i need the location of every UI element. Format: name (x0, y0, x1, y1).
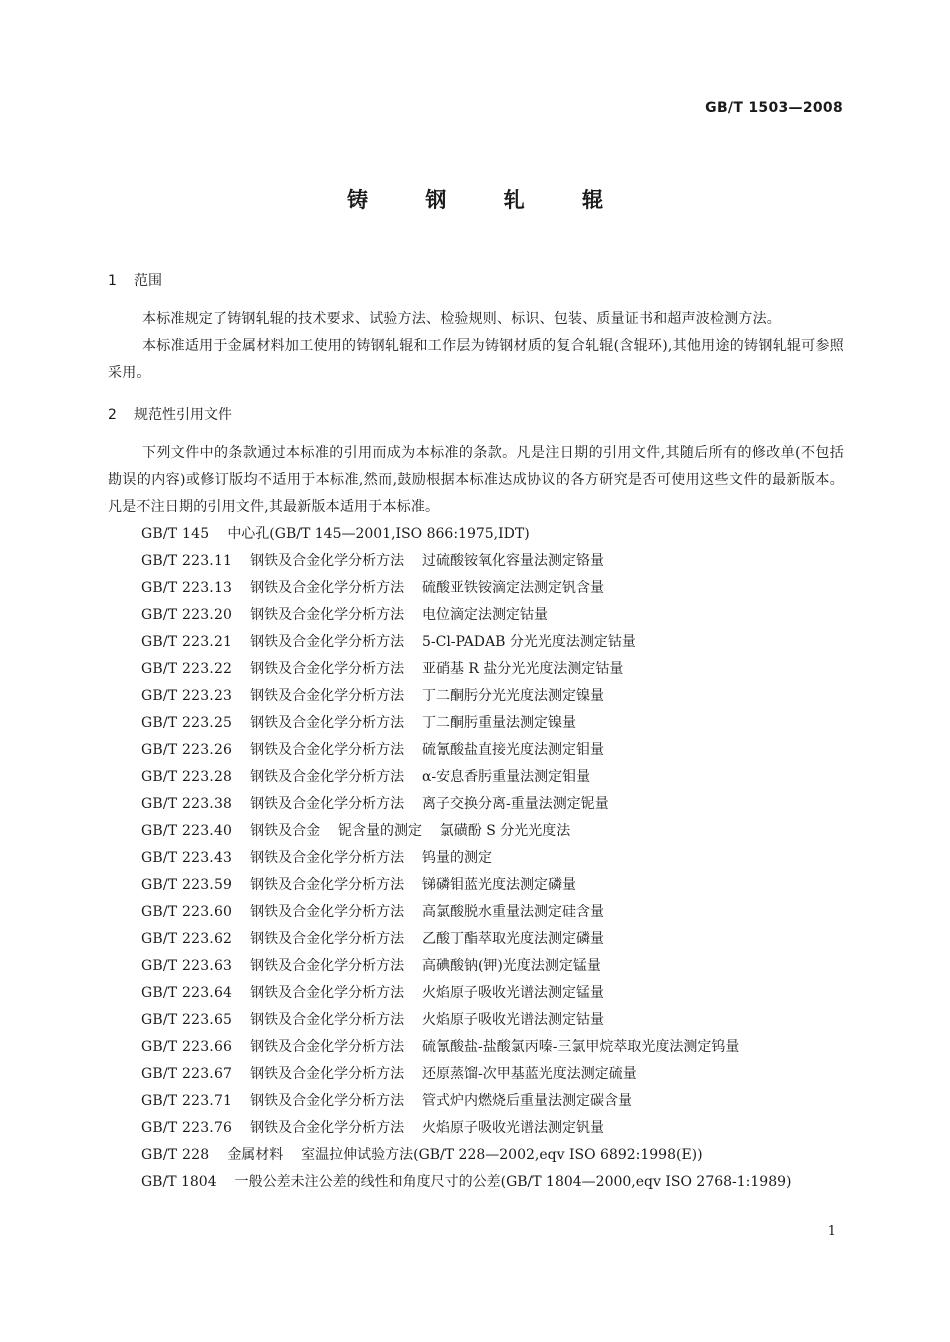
reference-title: 钢铁及合金化学分析方法 α-安息香肟重量法测定钼量 (250, 769, 591, 785)
reference-code: GB/T 228 (141, 1147, 210, 1163)
reference-title: 金属材料 室温拉伸试验方法(GB/T 228—2002,eqv ISO 6892:1998(E)) (227, 1147, 703, 1163)
reference-item (141, 629, 846, 656)
reference-code: GB/T 223.76 (141, 1120, 233, 1136)
reference-code: GB/T 145 (141, 526, 210, 542)
reference-title: 钢铁及合金化学分析方法 火焰原子吸收光谱法测定钒量 (250, 1120, 604, 1136)
reference-item (141, 710, 846, 737)
section-number: 2 (108, 407, 117, 423)
reference-item (108, 1169, 846, 1196)
scope-paragraph: 本标准规定了铸钢轧辊的技术要求、试验方法、检验规则、标识、包装、质量证书和超声波检测方法。 (142, 311, 781, 327)
reference-title: 中心孔(GB/T 145—2001,ISO 866:1975,IDT) (227, 526, 530, 542)
reference-item (141, 818, 846, 845)
reference-title: 钢铁及合金化学分析方法 还原蒸馏-次甲基蓝光度法测定硫量 (250, 1066, 637, 1082)
reference-item (141, 899, 846, 926)
reference-item (141, 845, 846, 872)
reference-item (141, 575, 846, 602)
reference-item (141, 1115, 846, 1142)
reference-title: 钢铁及合金化学分析方法 火焰原子吸收光谱法测定锰量 (250, 985, 604, 1001)
reference-item (141, 737, 846, 764)
reference-title: 钢铁及合金化学分析方法 过硫酸铵氧化容量法测定铬量 (250, 553, 604, 569)
reference-code: GB/T 223.28 (141, 769, 233, 785)
reference-item (141, 791, 846, 818)
reference-code: GB/T 223.66 (141, 1039, 233, 1055)
references-intro: 下列文件中的条款通过本标准的引用而成为本标准的条款。凡是注日期的引用文件,其随后所有的修改单(不包括勘误的内容)或修订版均不适用于本标准,然而,鼓励根据本标准达成协议的各方研究是否可使用这些文件的最新版本。凡是不注日期的引用文件,其最新版本适用于本标准。 (108, 445, 844, 515)
reference-code: GB/T 223.67 (141, 1066, 233, 1082)
scope-paragraph: 本标准适用于金属材料加工使用的铸钢轧辊和工作层为铸钢材质的复合轧辊(含辊环),其他用途的铸钢轧辊可参照采用。 (108, 338, 844, 381)
reference-title: 钢铁及合金 铌含量的测定 氯磺酚 S 分光光度法 (250, 823, 571, 839)
reference-item (141, 1061, 846, 1088)
reference-item (141, 953, 846, 980)
reference-code: GB/T 223.63 (141, 958, 233, 974)
reference-item (141, 548, 846, 575)
document-title: 铸 钢 轧 辊 (347, 188, 628, 212)
reference-title: 钢铁及合金化学分析方法 火焰原子吸收光谱法测定钴量 (250, 1012, 604, 1028)
reference-title: 钢铁及合金化学分析方法 管式炉内燃烧后重量法测定碳含量 (250, 1093, 632, 1109)
reference-title: 钢铁及合金化学分析方法 硫酸亚铁铵滴定法测定钒含量 (250, 580, 604, 596)
reference-code: GB/T 223.38 (141, 796, 233, 812)
reference-item (141, 1007, 846, 1034)
page-number: 1 (827, 1224, 836, 1239)
reference-code: GB/T 223.21 (141, 634, 233, 650)
section-heading-scope (108, 270, 162, 290)
section-title: 范围 (134, 273, 162, 289)
reference-code: GB/T 223.65 (141, 1012, 233, 1028)
reference-item (141, 656, 846, 683)
reference-code: GB/T 223.13 (141, 580, 233, 596)
reference-item (141, 602, 846, 629)
section-number: 1 (108, 273, 117, 289)
reference-code: GB/T 223.20 (141, 607, 233, 623)
reference-title: 钢铁及合金化学分析方法 5-Cl-PADAB 分光光度法测定钴量 (250, 634, 636, 650)
reference-item (141, 926, 846, 953)
reference-item (141, 521, 846, 548)
reference-code: GB/T 223.64 (141, 985, 233, 1001)
reference-code: GB/T 223.60 (141, 904, 233, 920)
reference-list (141, 521, 846, 1169)
reference-code: GB/T 223.43 (141, 850, 233, 866)
reference-code: GB/T 223.26 (141, 742, 233, 758)
reference-item (141, 683, 846, 710)
standard-number: GB/T 1503—2008 (705, 100, 843, 116)
reference-title: 钢铁及合金化学分析方法 离子交换分离-重量法测定铌量 (250, 796, 609, 812)
reference-title: 钢铁及合金化学分析方法 硫氰酸盐-盐酸氯丙嗪-三氯甲烷萃取光度法测定钨量 (250, 1039, 740, 1055)
reference-code: GB/T 223.59 (141, 877, 233, 893)
reference-code: GB/T 223.62 (141, 931, 233, 947)
reference-code: GB/T 223.23 (141, 688, 233, 704)
reference-item (141, 764, 846, 791)
reference-item (141, 872, 846, 899)
reference-title: 钢铁及合金化学分析方法 电位滴定法测定钴量 (250, 607, 548, 623)
reference-code: GB/T 223.25 (141, 715, 233, 731)
section-title: 规范性引用文件 (134, 407, 232, 423)
reference-code: GB/T 223.40 (141, 823, 233, 839)
reference-code: GB/T 1804 (141, 1174, 217, 1190)
reference-title: 钢铁及合金化学分析方法 高碘酸钠(钾)光度法测定锰量 (250, 958, 601, 974)
reference-title: 钢铁及合金化学分析方法 丁二酮肟分光光度法测定镍量 (250, 688, 604, 704)
reference-title: 钢铁及合金化学分析方法 乙酸丁酯萃取光度法测定磷量 (250, 931, 604, 947)
reference-code: GB/T 223.22 (141, 661, 233, 677)
reference-title: 钢铁及合金化学分析方法 亚硝基 R 盐分光光度法测定钴量 (250, 661, 624, 677)
reference-code: GB/T 223.71 (141, 1093, 233, 1109)
reference-title: 钢铁及合金化学分析方法 钨量的测定 (250, 850, 492, 866)
reference-title: 一般公差未注公差的线性和角度尺寸的公差(GB/T 1804—2000,eqv ISO 2768-1:1989) (234, 1174, 792, 1190)
reference-code: GB/T 223.11 (141, 553, 233, 569)
reference-title: 钢铁及合金化学分析方法 丁二酮肟重量法测定镍量 (250, 715, 576, 731)
reference-item (141, 1034, 846, 1061)
reference-item (141, 980, 846, 1007)
reference-title: 钢铁及合金化学分析方法 锑磷钼蓝光度法测定磷量 (250, 877, 576, 893)
reference-item (141, 1088, 846, 1115)
reference-title: 钢铁及合金化学分析方法 高氯酸脱水重量法测定硅含量 (250, 904, 604, 920)
section-heading-references (108, 404, 232, 424)
reference-title: 钢铁及合金化学分析方法 硫氰酸盐直接光度法测定钼量 (250, 742, 604, 758)
reference-item (141, 1142, 846, 1169)
